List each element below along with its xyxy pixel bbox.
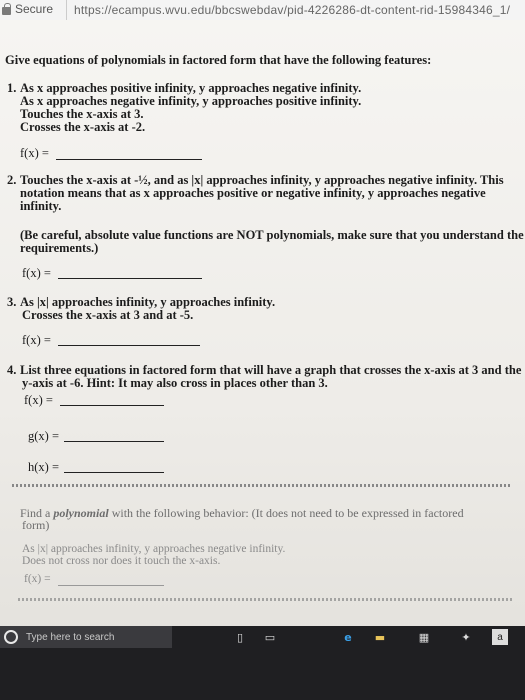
q3-line2: Crosses the x-axis at 3 and at -5.: [22, 308, 194, 322]
store-icon[interactable]: ▦: [418, 630, 430, 644]
secure-label: Secure: [15, 2, 54, 16]
search-placeholder: Type here to search: [26, 631, 115, 643]
q4-g-blank: [64, 441, 164, 442]
q2-note-line2: requirements.): [20, 241, 99, 255]
q4-h-blank: [64, 472, 164, 473]
q4-h-label: h(x) =: [28, 460, 59, 474]
q5-answer-blank: [58, 585, 164, 586]
q4-line1: List three equations in factored form that will have a graph that crosses the x-axis at 3 and the: [20, 363, 522, 377]
q4-f-blank: [60, 405, 164, 406]
q1-answer-label: f(x) =: [20, 146, 49, 160]
q5-line1-emph: polynomial: [53, 506, 109, 520]
task-view-icon[interactable]: ▭: [264, 630, 276, 644]
q3-answer-blank: [58, 345, 200, 346]
lock-icon: [2, 7, 11, 15]
q1-line4: Crosses the x-axis at -2.: [20, 120, 146, 134]
dotted-divider: [12, 484, 512, 487]
q2-answer-blank: [58, 278, 202, 279]
taskbar: [0, 626, 525, 700]
dropbox-icon[interactable]: ✦: [461, 630, 471, 644]
q5-line2: form): [22, 518, 50, 532]
q4-line2: y-axis at -6. Hint: It may also cross in places other than 3.: [22, 376, 328, 390]
cortana-icon: [4, 630, 18, 644]
microphone-icon[interactable]: ▯: [236, 630, 244, 644]
q5-answer-label: f(x) =: [24, 573, 51, 585]
q1-line2: As x approaches negative infinity, y approaches positive infinity.: [20, 94, 362, 108]
q1-line1: As x approaches positive infinity, y approaches negative infinity.: [20, 81, 362, 95]
edge-icon[interactable]: e: [344, 630, 352, 644]
q1-answer-blank: [56, 159, 202, 160]
page-heading: Give equations of polynomials in factored form that have the following features:: [5, 53, 432, 67]
q2-line2: notation means that as x approaches positive or negative infinity, y approaches negative: [20, 186, 486, 200]
q3-answer-label: f(x) =: [22, 333, 51, 347]
q2-note-line1: (Be careful, absolute value functions are NOT polynomials, make sure that you understand the: [20, 228, 524, 242]
q2-line1: Touches the x-axis at -½, and as |x| approaches infinity, y approaches negative infinity. This: [20, 173, 504, 187]
divider: [66, 0, 67, 20]
q3-number: 3.: [7, 295, 17, 309]
dotted-divider-bottom: [18, 598, 512, 601]
app-icon[interactable]: a: [492, 629, 508, 645]
q5-line4: Does not cross nor does it touch the x-axis.: [22, 555, 221, 567]
q4-number: 4.: [7, 363, 17, 377]
q2-number: 2.: [7, 173, 17, 187]
q5-line1-start: Find a: [20, 506, 51, 520]
q4-g-label: g(x) =: [28, 429, 59, 443]
url-text[interactable]: https://ecampus.wvu.edu/bbcswebdav/pid-4226286-dt-content-rid-15984346_1/: [74, 3, 511, 17]
q1-number: 1.: [7, 81, 17, 95]
file-explorer-icon[interactable]: ▬: [374, 630, 386, 644]
browser-address-bar[interactable]: [0, 0, 525, 21]
q2-answer-label: f(x) =: [22, 266, 51, 280]
q3-line1: As |x| approaches infinity, y approaches infinity.: [20, 295, 276, 309]
q1-line3: Touches the x-axis at 3.: [20, 107, 144, 121]
security-indicator[interactable]: [2, 2, 53, 16]
q4-f-label: f(x) =: [24, 393, 53, 407]
taskbar-search[interactable]: [0, 626, 172, 648]
document-page: [0, 20, 525, 660]
q5-line1: [20, 507, 464, 520]
q2-line3: infinity.: [20, 199, 62, 213]
q5-line1-end: with the following behavior: (It does not need to be expressed in factored: [111, 506, 464, 520]
q5-line3: As |x| approaches infinity, y approaches negative infinity.: [22, 543, 286, 555]
